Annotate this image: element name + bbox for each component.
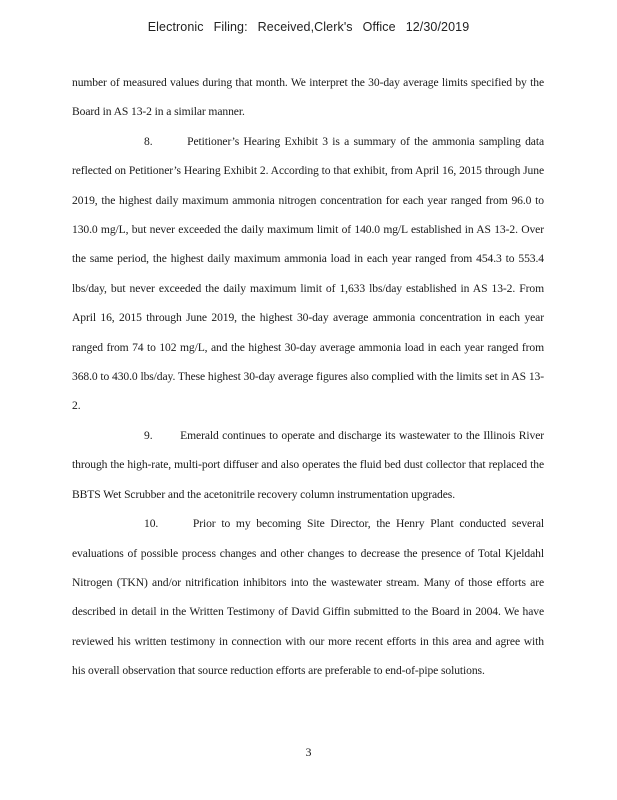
- header-office: Office: [362, 20, 396, 34]
- filing-header: [0, 20, 617, 34]
- paragraph-10: 10. Prior to my becoming Site Director, the Henry Plant conducted several evaluations of possible process changes and other changes to decrease the presence of Total Kjeldahl Nitrogen (TKN) and/or nitrification inhibitors into the wastewater stream. Many of those efforts are described in detail in the Written Testimony of David Giffin submitted to the Board in 2004. We have reviewed his written testimony in connection with our more recent efforts in this area and agree with his overall observation that source reduction efforts are preferable to end-of-pipe solutions.: [72, 517, 544, 678]
- header-filing: Filing:: [213, 20, 248, 34]
- header-received-clerks: Received,Clerk's: [257, 20, 353, 34]
- page-number: 3: [305, 745, 312, 759]
- header-electronic: Electronic: [147, 20, 204, 34]
- paragraph-9: 9. Emerald continues to operate and discharge its wastewater to the Illinois River through the high-rate, multi-port diffuser and also operates the fluid bed dust collector that replaced the BBTS Wet Scrubber and the acetonitrile recovery column instrumentation upgrades.: [72, 428, 544, 501]
- paragraph-8: 8. Petitioner’s Hearing Exhibit 3 is a summary of the ammonia sampling data reflected on Petitioner’s Hearing Exhibit 2. According to that exhibit, from April 16, 2015 through June 2019, the highest daily maximum ammonia nitrogen concentration for each year ranged from 96.0 to 130.0 mg/L, but never exceeded the daily maximum limit of 140.0 mg/L established in AS 13-2. Over the same period, the highest daily maximum ammonia load in each year ranged from 454.3 to 553.4 lbs/day, but never exceeded the daily maximum limit of 1,633 lbs/day established in AS 13-2. From April 16, 2015 through June 2019, the highest 30-day average ammonia concentration in each year ranged from 74 to 102 mg/L, and the highest 30-day average ammonia load in each year ranged from 368.0 to 430.0 lbs/day. These highest 30-day average figures also complied with the limits set in AS 13-2.: [72, 134, 544, 413]
- paragraph-continued: number of measured values during that month. We interpret the 30-day average limits specified by the Board in AS 13-2 in a similar manner.: [72, 76, 544, 119]
- header-date: 12/30/2019: [405, 20, 470, 34]
- document-body: [72, 68, 544, 686]
